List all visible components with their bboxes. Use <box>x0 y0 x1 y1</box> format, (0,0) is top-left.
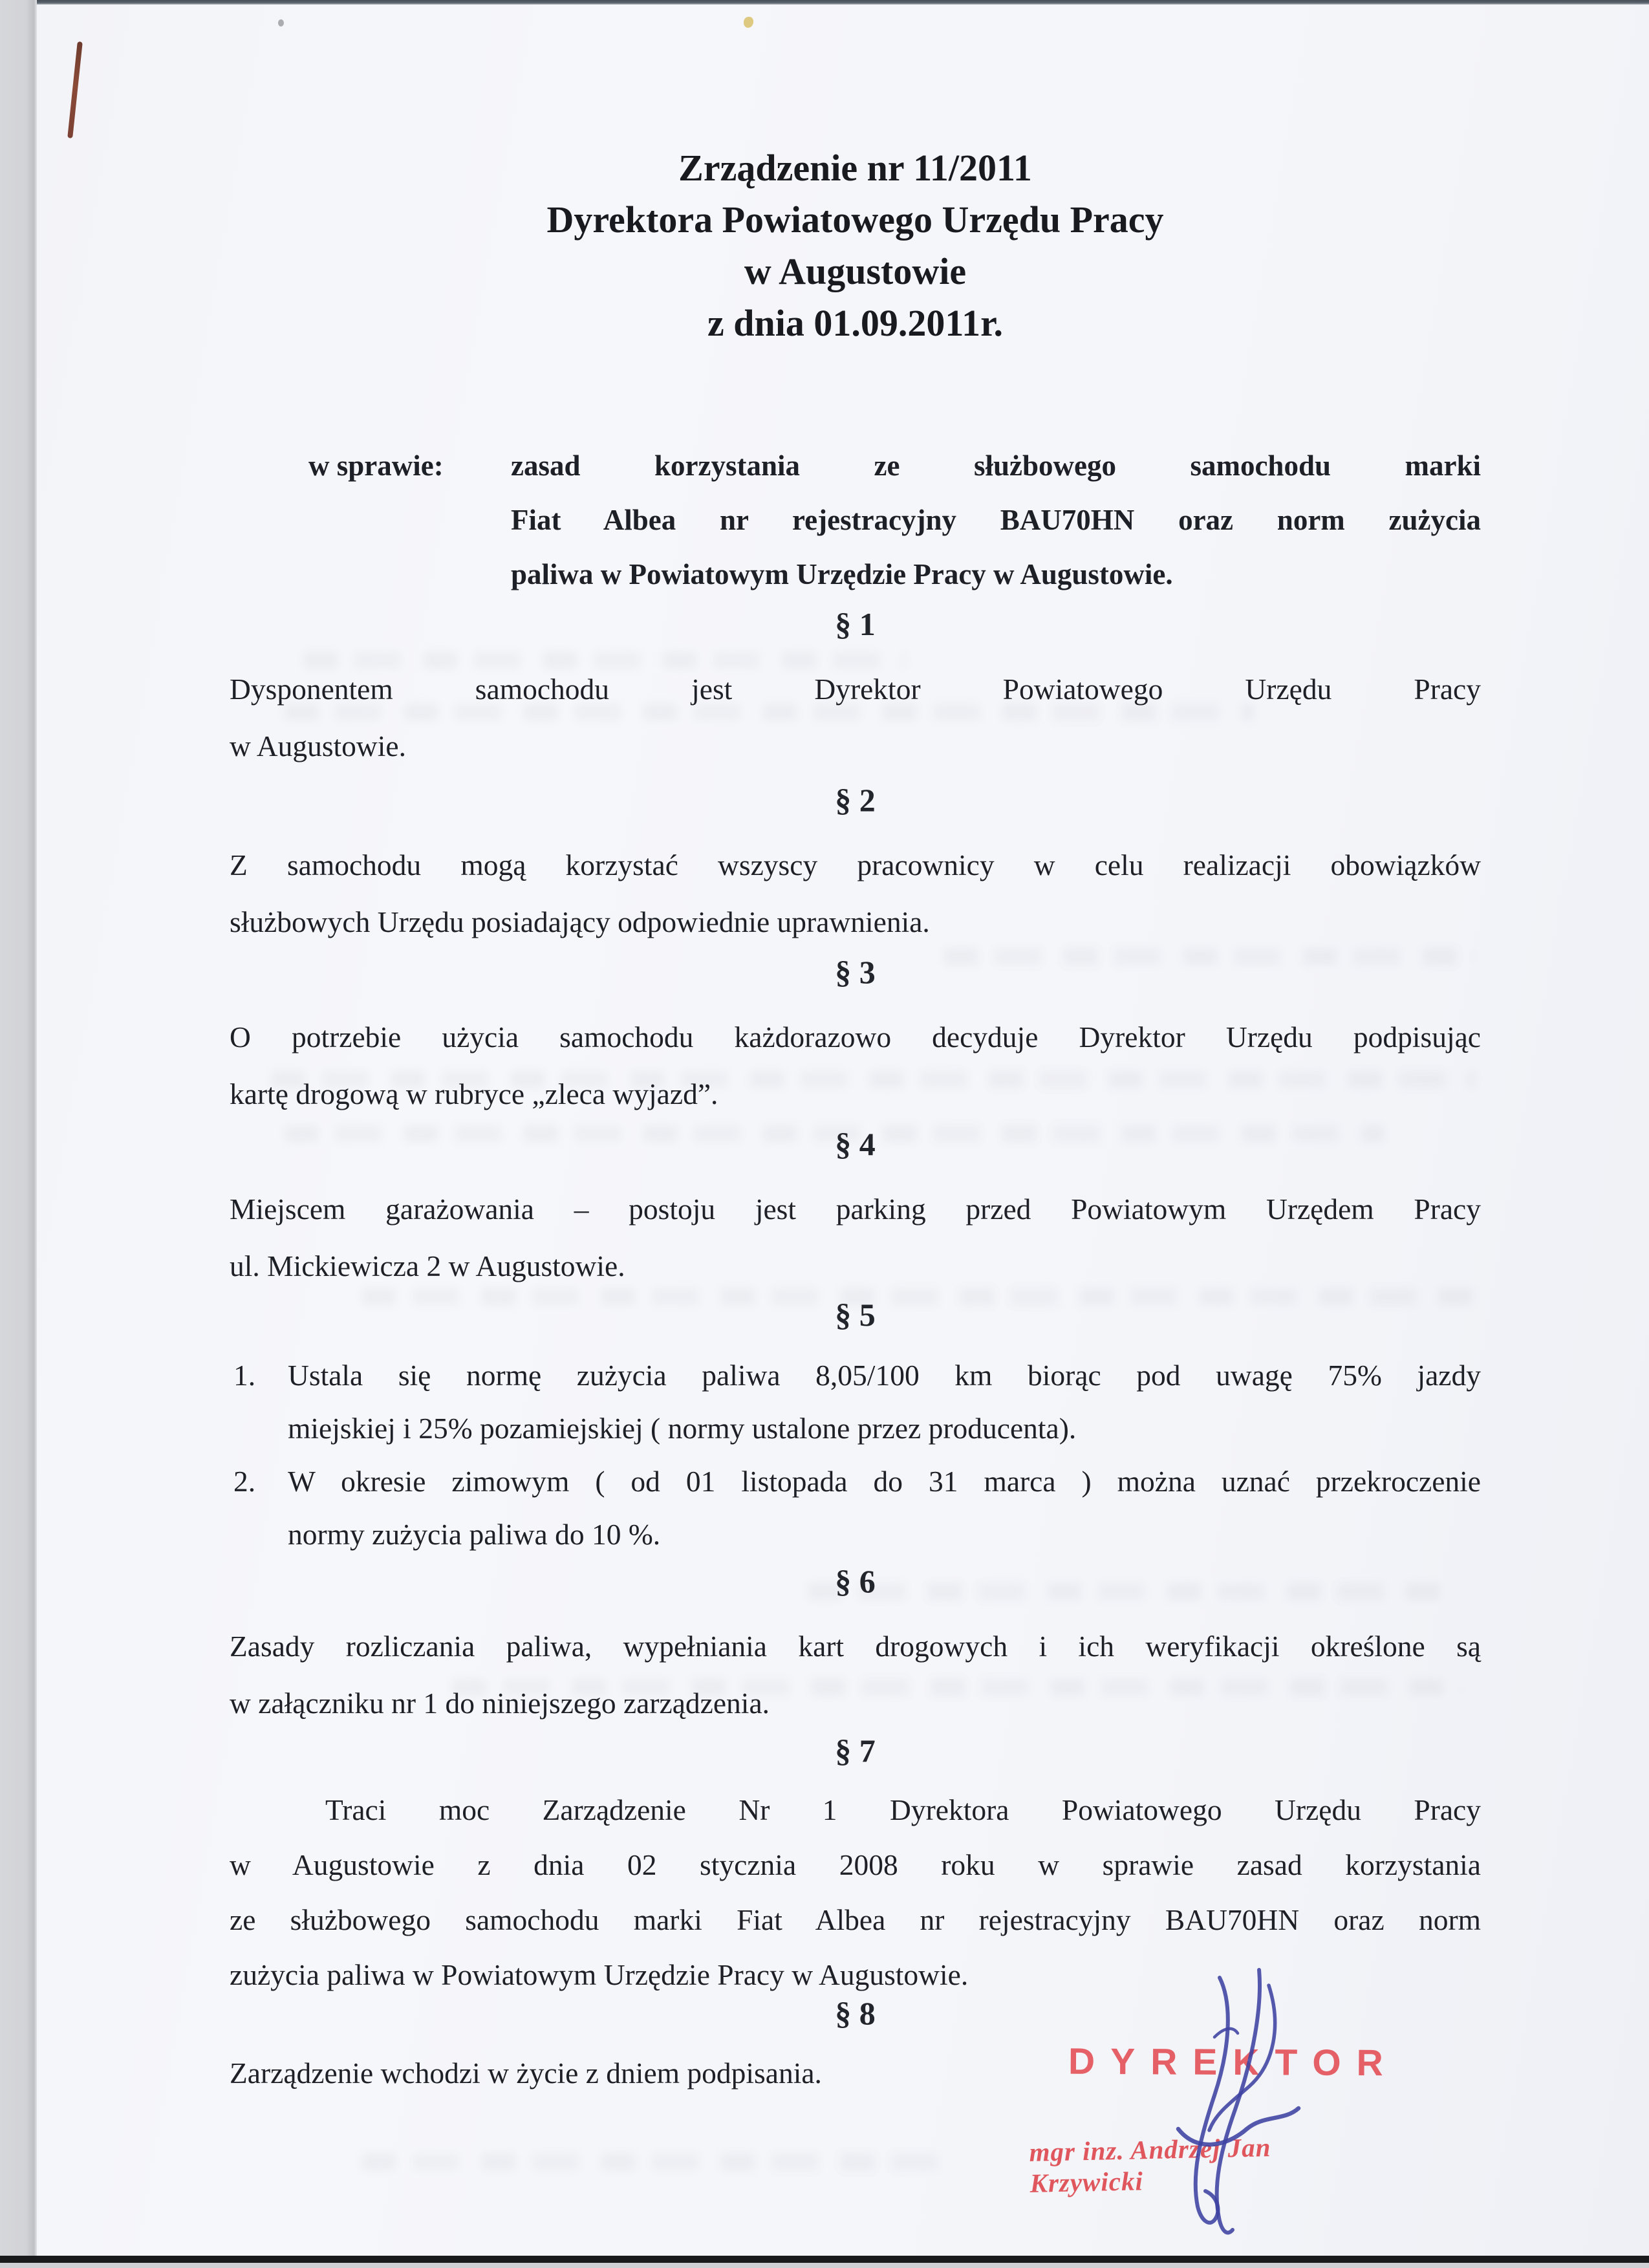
section-paragraph: Traci moc Zarządzenie Nr 1 Dyrektora Powiatowego Urzędu Pracy w Augustowie z dnia 02 stycznia 2008 roku w sprawie zasad korzystania ze służbowego samochodu marki Fiat Albea nr rejestracyjny BAU70HN oraz norm zużycia paliwa w Powiatowym Urzędzie Pracy w Augustowie. <box>230 1793 1481 1991</box>
director-stamp-title: DYREKTOR <box>1068 2040 1399 2084</box>
scanner-edge-left <box>0 0 37 2268</box>
pen-mark <box>67 41 83 138</box>
list-item-text: W okresie zimowym ( od 01 listopada do 31 marca ) można uznać przekroczenie normy zużycia paliwa do 10 %. <box>288 1465 1481 1551</box>
document-title <box>230 142 1481 349</box>
scanner-edge-bottom <box>0 2256 1649 2263</box>
paper-speck <box>744 17 753 28</box>
section-heading: § 2 <box>835 782 876 818</box>
section-paragraph: Dysponentem samochodu jest Dyrektor Powiatowego Urzędu Pracy w Augustowie. <box>230 673 1481 762</box>
list-item <box>230 1455 1481 1561</box>
list-item-text: Ustala się normę zużycia paliwa 8,05/100 km biorąc pod uwagę 75% jazdy miejskiej i 25% pozamiejskiej ( normy ustalone przez producenta). <box>288 1359 1481 1445</box>
section-heading: § 5 <box>835 1297 876 1333</box>
director-stamp-name: mgr inz. Andrzej Jan Krzywicki <box>1029 2132 1271 2198</box>
title-line: w Augustowie <box>744 250 967 292</box>
section-heading: § 7 <box>835 1733 876 1769</box>
section-paragraph: Z samochodu mogą korzystać wszyscy pracownicy w celu realizacji obowiązków służbowych Urzędu posiadający odpowiednie uprawnienia. <box>230 848 1481 938</box>
numbered-list <box>230 1349 1481 1561</box>
paper-speck <box>278 19 284 27</box>
section-paragraph: Zasady rozliczania paliwa, wypełniania kart drogowych i ich weryfikacji określone są w załączniku nr 1 do niniejszego zarządzenia. <box>230 1630 1481 1720</box>
section-heading: § 3 <box>835 954 876 990</box>
section-paragraph: Miejscem garażowania – postoju jest parking przed Powiatowym Urzędem Pracy ul. Mickiewicza 2 w Augustowie. <box>230 1193 1481 1282</box>
list-item <box>230 1349 1481 1455</box>
title-line: Dyrektora Powiatowego Urzędu Pracy <box>546 199 1164 241</box>
section-heading: § 1 <box>835 606 876 642</box>
section-paragraph: O potrzebie użycia samochodu każdorazowo decyduje Dyrektor Urzędu podpisując kartę drogową w rubryce „zleca wyjazd”. <box>230 1021 1481 1110</box>
list-number: 2. <box>233 1465 256 1498</box>
scanner-edge-top <box>37 0 1649 5</box>
subject-label: w sprawie: <box>308 449 444 482</box>
signature-ink <box>1099 1966 1371 2238</box>
scanner-edge-bottom-under <box>0 2263 1649 2268</box>
title-line: z dnia 01.09.2011r. <box>707 302 1004 344</box>
title-line: Zrządzenie nr 11/2011 <box>678 147 1032 189</box>
section-paragraph: Zarządzenie wchodzi w życie z dniem podpisania. <box>230 2057 822 2090</box>
subject-block <box>230 438 1481 601</box>
section-heading: § 4 <box>835 1126 876 1162</box>
section-heading: § 8 <box>835 1995 876 2031</box>
section-heading: § 6 <box>835 1563 876 1599</box>
subject-text: zasad korzystania ze służbowego samochodu marki Fiat Albea nr rejestracyjny BAU70HN oraz norm zużycia paliwa w Powiatowym Urzędzie Pracy w Augustowie. <box>511 449 1481 590</box>
bleedthrough-text <box>362 2154 944 2170</box>
list-number: 1. <box>233 1359 256 1392</box>
